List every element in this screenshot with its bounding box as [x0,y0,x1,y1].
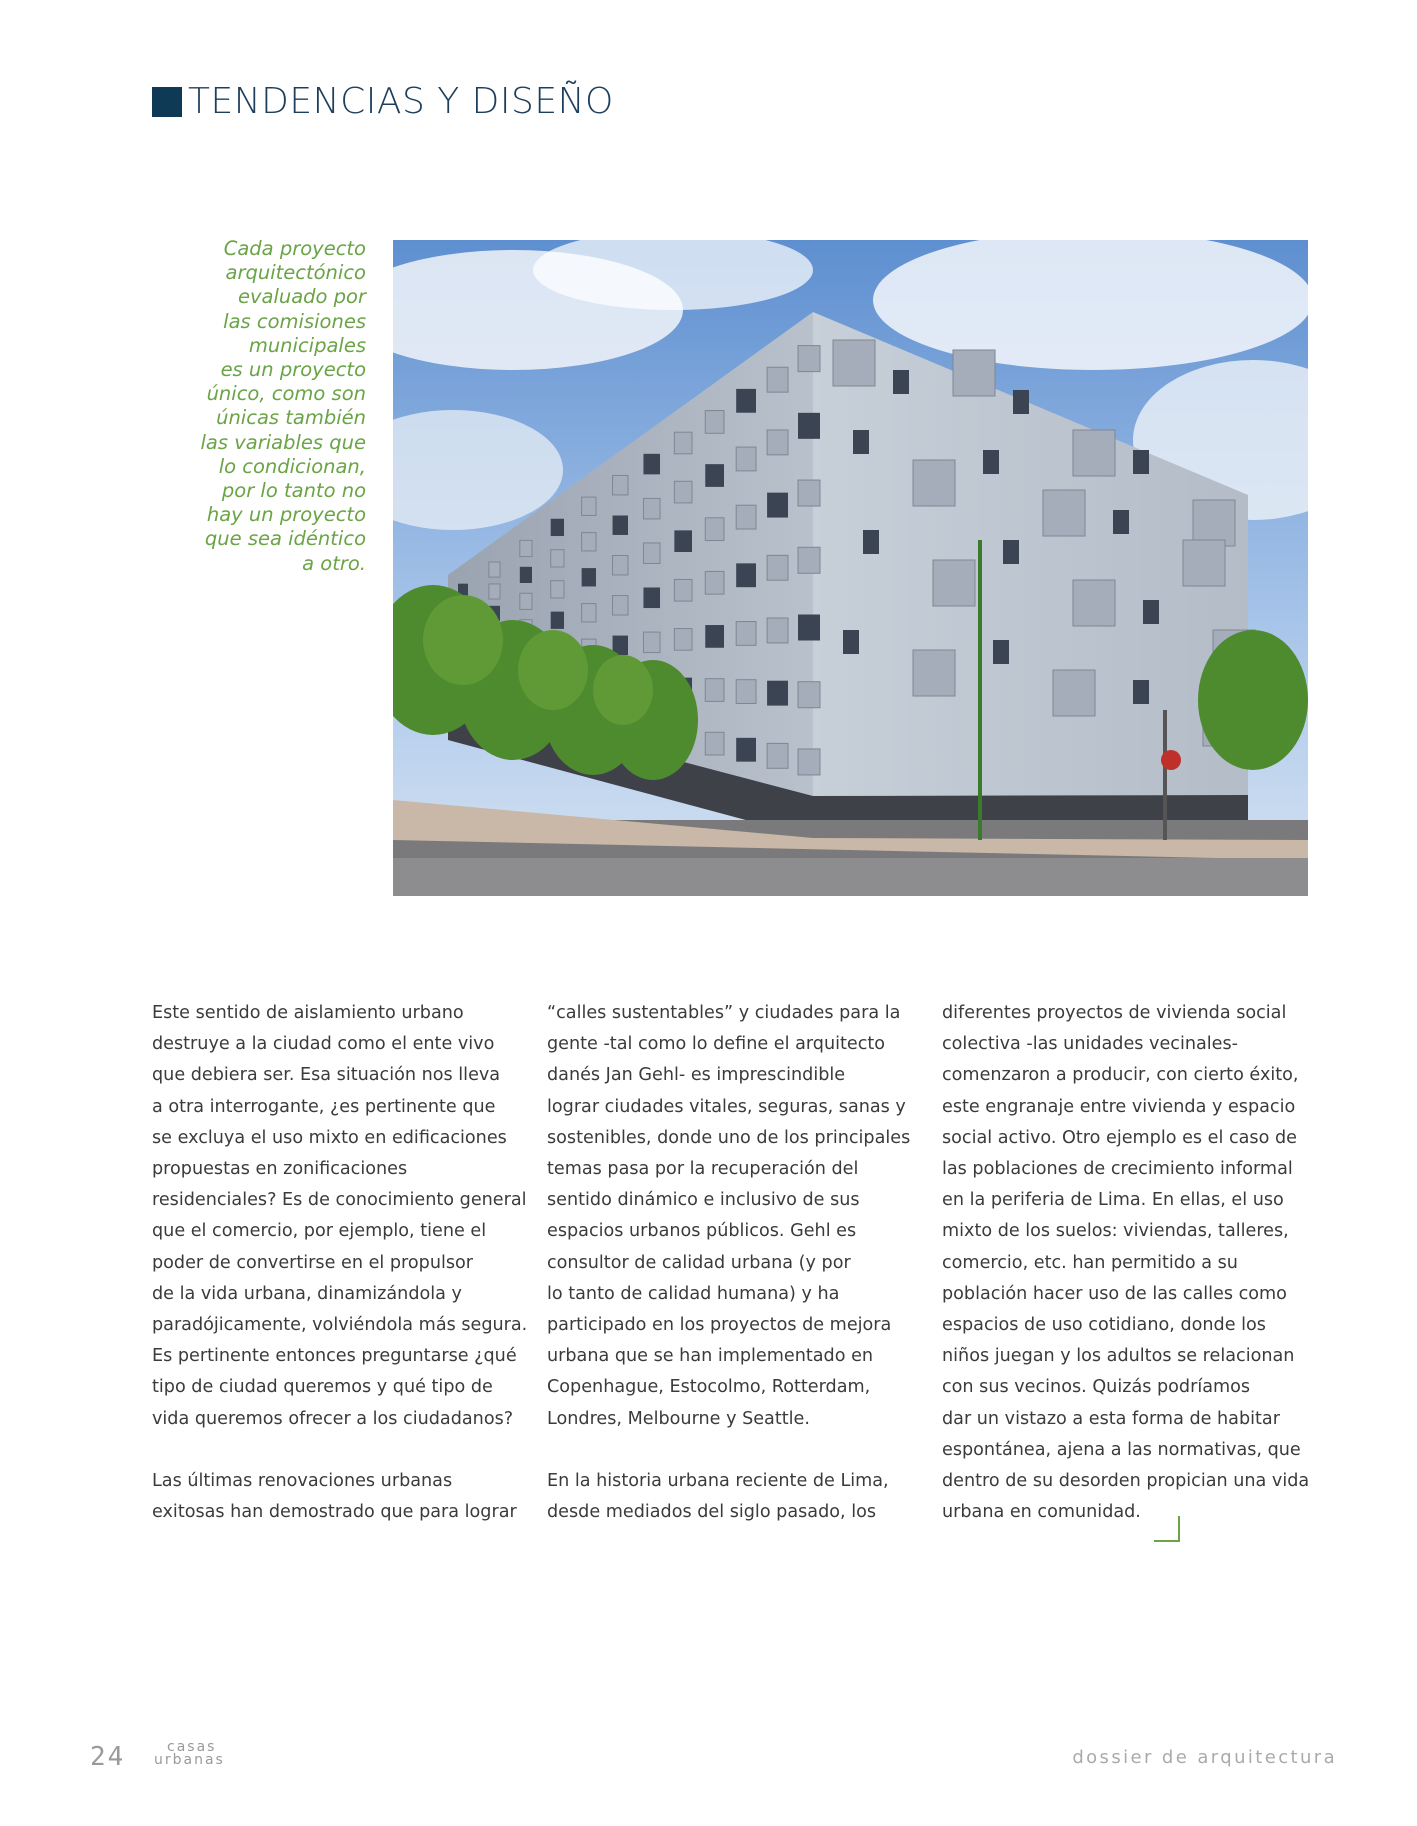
text-line: sentido dinámico e inclusivo de sus [547,1190,860,1211]
text-line: que debiera ser. Esa situación nos lleva [152,1065,501,1086]
magazine-logo [154,1741,225,1767]
pull-quote-line: lo condicionan, [218,454,366,478]
text-line: dentro de su desorden propician una vida [942,1471,1310,1492]
building-photo-illustration [393,240,1308,896]
text-line: diferentes proyectos de vivienda social [942,1003,1287,1023]
text-line: Este sentido de aislamiento urbano [152,1003,464,1023]
text-line: este engranaje entre vivienda y espacio [942,1096,1296,1117]
text-line: de la vida urbana, dinamizándola y [152,1283,462,1304]
text-line: Es pertinente entonces preguntarse ¿qué [152,1346,517,1367]
text-line: residenciales? Es de conocimiento general [152,1190,527,1211]
section-header [152,81,614,122]
text-line: a otra interrogante, ¿es pertinente que [152,1096,496,1117]
pull-quote-line: las comisiones [223,309,366,333]
text-line: exitosas han demostrado que para lograr [152,1502,517,1523]
text-line: danés Jan Gehl- es imprescindible [547,1065,846,1086]
pull-quote-line: municipales [248,333,366,357]
pull-quote-line: evaluado por [237,285,366,309]
end-of-article-icon [1154,1516,1180,1542]
text-line: paradójicamente, volviéndola más segura. [152,1315,528,1336]
text-line: sostenibles, donde uno de los principales [547,1127,911,1148]
text-line: espacios de uso cotidiano, donde los [942,1315,1266,1336]
text-line: espontánea, ajena a las normativas, que [942,1439,1301,1460]
logo-top: casas [167,1739,217,1755]
paragraph-gap [152,1435,527,1466]
text-line: tipo de ciudad queremos y qué tipo de [152,1377,493,1398]
pull-quote-line: únicas también [216,406,366,430]
text-line: niños juegan y los adultos se relacionan [942,1346,1295,1367]
text-line: con sus vecinos. Quizás podríamos [942,1377,1251,1398]
pull-quote-line: es un proyecto [220,358,366,382]
text-line: urbana en comunidad. [942,1502,1141,1523]
text-line: lograr ciudades vitales, seguras, sanas y [547,1096,906,1117]
text-line: comenzaron a producir, con cierto éxito, [942,1065,1299,1086]
text-line: vida queremos ofrecer a los ciudadanos? [152,1408,514,1429]
pull-quote-line: hay un proyecto [206,503,366,527]
text-line: gente -tal como lo define el arquitecto [547,1034,886,1055]
text-line: se excluya el uso mixto en edificaciones [152,1127,507,1148]
text-line: Copenhague, Estocolmo, Rotterdam, [547,1377,871,1398]
text-line: En la historia urbana reciente de Lima, [547,1471,889,1492]
pull-quote-line: las variables que [200,430,366,454]
text-line: que el comercio, por ejemplo, tiene el [152,1221,487,1242]
text-line: población hacer uso de las calles como [942,1283,1287,1304]
section-square-icon [152,87,182,117]
text-line: Las últimas renovaciones urbanas [152,1471,453,1492]
text-line: mixto de los suelos: viviendas, talleres, [942,1221,1289,1242]
text-line: temas pasa por la recuperación del [547,1159,859,1180]
text-line: dar un vistazo a esta forma de habitar [942,1408,1280,1429]
body-column-1 [152,998,527,1528]
text-line: las poblaciones de crecimiento informal [942,1159,1293,1180]
text-line: “calles sustentables” y ciudades para la [547,1003,901,1023]
pull-quote-line: a otro. [302,551,366,575]
text-line: destruye a la ciudad como el ente vivo [152,1034,495,1055]
text-line: desde mediados del siglo pasado, los [547,1502,877,1523]
text-line: urbana que se han implementado en [547,1346,874,1367]
building-photo [393,240,1308,896]
text-line: participado en los proyectos de mejora [547,1315,892,1336]
pull-quote [190,237,366,576]
logo-bottom: urbanas [154,1752,225,1768]
page-number: 24 [90,1742,126,1772]
pull-quote-line: Cada proyecto [223,237,366,260]
text-line: lo tanto de calidad humana) y ha [547,1283,840,1304]
text-line: social activo. Otro ejemplo es el caso de [942,1127,1297,1148]
text-line: comercio, etc. han permitido a su [942,1252,1238,1273]
text-line: consultor de calidad urbana (y por [547,1252,851,1273]
body-column-2 [547,998,922,1528]
text-line: poder de convertirse en el propulsor [152,1252,474,1273]
body-column-3 [942,998,1317,1528]
text-line: Londres, Melbourne y Seattle. [547,1408,810,1429]
text-line: espacios urbanos públicos. Gehl es [547,1221,857,1242]
section-label: dossier de arquitectura [1072,1747,1337,1768]
pull-quote-line: que sea idéntico [204,527,366,551]
pull-quote-line: arquitectónico [225,261,366,285]
pull-quote-line: por lo tanto no [221,479,366,503]
section-title: TENDENCIAS Y DISEÑO [188,81,614,122]
pull-quote-line: único, como son [206,382,366,406]
text-line: en la periferia de Lima. En ellas, el uso [942,1190,1284,1211]
text-line: propuestas en zonificaciones [152,1159,408,1180]
paragraph-gap [547,1435,922,1466]
text-line: colectiva -las unidades vecinales- [942,1034,1239,1055]
